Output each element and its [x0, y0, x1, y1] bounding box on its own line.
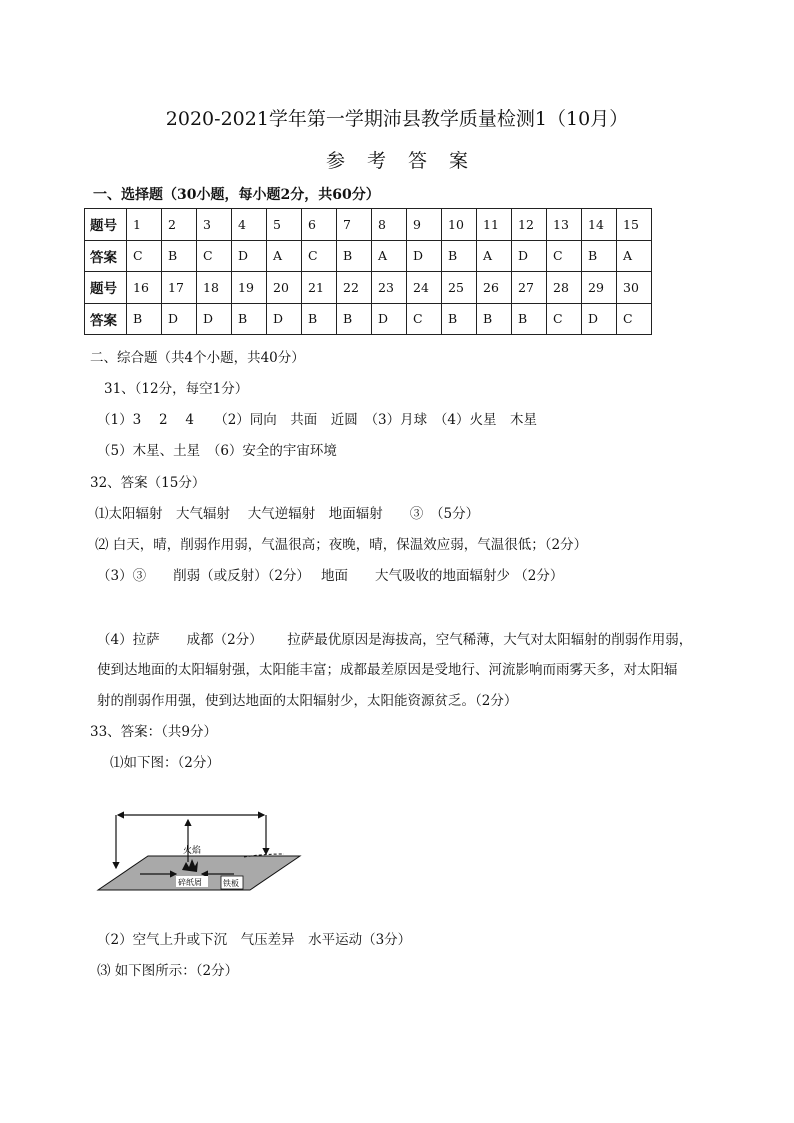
question-number-row — [85, 209, 652, 241]
question-number-cell: 18 — [197, 272, 232, 304]
answer-cell: C — [127, 240, 162, 272]
section2-heading: 二、综合题（共4个小题，共40分） — [90, 350, 305, 366]
q32-answer-line: 射的削弱作用强，使到达地面的太阳辐射少，太阳能资源贫乏。（2分） — [97, 693, 518, 709]
q33-answer-line: （2）空气上升或下沉 气压差异 水平运动（3分） — [97, 932, 412, 948]
answer-cell: C — [617, 303, 652, 335]
question-number-cell: 7 — [337, 209, 372, 241]
row-label-number: 题号 — [85, 272, 127, 304]
question-number-cell: 9 — [407, 209, 442, 241]
question-number-cell: 19 — [232, 272, 267, 304]
answer-cell: D — [372, 303, 407, 335]
q32-heading: 32、答案（15分） — [90, 475, 206, 491]
answer-cell: C — [407, 303, 442, 335]
row-label-answer: 答案 — [85, 303, 127, 335]
question-number-cell: 17 — [162, 272, 197, 304]
question-number-cell: 6 — [302, 209, 337, 241]
answer-cell: D — [162, 303, 197, 335]
question-number-cell: 20 — [267, 272, 302, 304]
q31-answer-line: （5）木星、土星 （6）安全的宇宙环境 — [97, 443, 337, 459]
q31-heading: 31、（12分，每空1分） — [104, 381, 249, 397]
q33-heading: 33、答案：（共9分） — [90, 724, 218, 740]
answer-cell: A — [267, 240, 302, 272]
question-number-cell: 29 — [582, 272, 617, 304]
question-number-cell: 11 — [477, 209, 512, 241]
question-number-cell: 23 — [372, 272, 407, 304]
answer-cell: A — [617, 240, 652, 272]
answer-cell: B — [512, 303, 547, 335]
page-title: 2020-2021学年第一学期沛县教学质量检测1（10月） — [165, 108, 629, 130]
answer-cell: A — [477, 240, 512, 272]
answer-table — [84, 208, 652, 335]
question-number-cell: 22 — [337, 272, 372, 304]
answer-cell: B — [477, 303, 512, 335]
q32-answer-line: 使到达地面的太阳辐射强，太阳能丰富；成都最差原因是受地行、河流影响而雨雾天多，对太阳辐 — [97, 662, 678, 678]
q32-answer-line: ⑵ 白天，晴，削弱作用弱，气温很高；夜晚，晴，保温效应弱，气温很低；（2分） — [95, 537, 588, 553]
answer-cell: B — [337, 303, 372, 335]
question-number-cell: 5 — [267, 209, 302, 241]
question-number-cell: 24 — [407, 272, 442, 304]
question-number-cell: 21 — [302, 272, 337, 304]
answer-cell: D — [267, 303, 302, 335]
q31-answer-line: （1）3 2 4 （2）同向 共面 近圆 （3）月球 （4）火星 木星 — [97, 412, 537, 428]
answer-cell: D — [407, 240, 442, 272]
answer-cell: B — [337, 240, 372, 272]
question-number-cell: 2 — [162, 209, 197, 241]
question-number-cell: 26 — [477, 272, 512, 304]
q33-answer-line: ⑴如下图：（2分） — [110, 755, 220, 771]
answer-cell: D — [197, 303, 232, 335]
question-number-cell: 27 — [512, 272, 547, 304]
page-subtitle: 参考答案 — [325, 150, 490, 172]
question-number-cell: 16 — [127, 272, 162, 304]
answer-cell: D — [232, 240, 267, 272]
question-number-cell: 12 — [512, 209, 547, 241]
answer-cell: B — [127, 303, 162, 335]
answer-cell: B — [442, 303, 477, 335]
answer-cell: B — [582, 240, 617, 272]
answer-cell: B — [302, 303, 337, 335]
q32-answer-line: （4）拉萨 成都（2分） 拉萨最优原因是海拔高，空气稀薄，大气对太阳辐射的削弱作用弱， — [97, 632, 693, 648]
row-label-number: 题号 — [85, 209, 127, 241]
question-number-cell: 8 — [372, 209, 407, 241]
answer-cell: C — [197, 240, 232, 272]
question-number-cell: 15 — [617, 209, 652, 241]
convection-diagram — [94, 810, 304, 900]
scraps-label: 碎纸屑 — [178, 878, 202, 887]
answer-cell: B — [162, 240, 197, 272]
question-number-cell: 10 — [442, 209, 477, 241]
answer-cell: B — [232, 303, 267, 335]
flame-label: 火焰 — [183, 846, 202, 856]
answer-cell: C — [547, 303, 582, 335]
question-number-cell: 30 — [617, 272, 652, 304]
answer-cell: C — [547, 240, 582, 272]
question-number-cell: 28 — [547, 272, 582, 304]
answer-cell: D — [512, 240, 547, 272]
plate-label: 铁板 — [223, 879, 239, 888]
question-number-cell: 1 — [127, 209, 162, 241]
question-number-cell: 25 — [442, 272, 477, 304]
question-number-cell: 13 — [547, 209, 582, 241]
answer-cell: B — [442, 240, 477, 272]
question-number-row — [85, 272, 652, 304]
question-number-cell: 3 — [197, 209, 232, 241]
q32-answer-line: （3）③ 削弱（或反射）（2分） 地面 大气吸收的地面辐射少 （2分） — [97, 568, 564, 584]
section1-heading: 一、选择题（30小题，每小题2分，共60分） — [93, 187, 380, 203]
q33-answer-line: ⑶ 如下图所示：（2分） — [97, 963, 239, 979]
answer-cell: D — [582, 303, 617, 335]
row-label-answer: 答案 — [85, 240, 127, 272]
answer-cell: A — [372, 240, 407, 272]
answer-row — [85, 303, 652, 335]
answer-row — [85, 240, 652, 272]
answer-cell: C — [302, 240, 337, 272]
q32-answer-line: ⑴太阳辐射 大气辐射 大气逆辐射 地面辐射 ③ （5分） — [95, 506, 480, 522]
question-number-cell: 4 — [232, 209, 267, 241]
question-number-cell: 14 — [582, 209, 617, 241]
